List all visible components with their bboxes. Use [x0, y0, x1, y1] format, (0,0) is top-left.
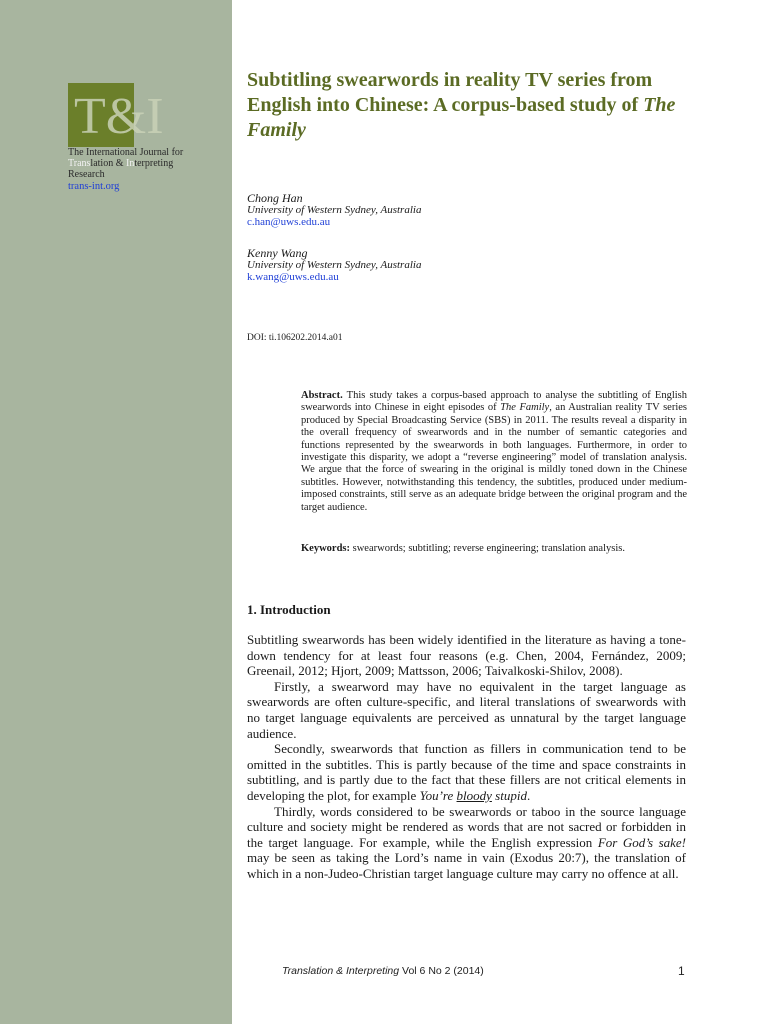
keywords [301, 543, 691, 554]
author-name: Kenny Wang [247, 246, 308, 260]
journal-name-line3: Research [68, 169, 105, 180]
author-affiliation: University of Western Sydney, Australia [247, 204, 422, 216]
paragraph-4 [247, 804, 686, 882]
paragraph-3-text: Secondly, swearwords that function as fillers in communication tend to be omitted in the subtitles. This is partly because of the time and space constraints in subtitling, and is partly due to the fact that these fillers are not critical elements in developing the plot, for example [247, 741, 686, 803]
example-youre: You’re [419, 787, 457, 803]
journal-website-link[interactable]: trans-int.org [68, 181, 120, 192]
author-1 [247, 192, 421, 228]
paragraph-3 [247, 741, 686, 803]
journal-name-mid: lation & [90, 158, 126, 169]
journal-name [68, 147, 228, 180]
journal-name-end: terpreting [134, 158, 174, 169]
journal-highlight-in: In [125, 158, 135, 169]
doi: DOI: ti.106202.2014.a01 [247, 333, 343, 343]
journal-name-line1: The International Journal for [68, 147, 184, 158]
paragraph-2: Firstly, a swearword may have no equivalent in the target language as swearwords are often culture-specific, and literal translations of swearwords with no target language equivalents are perceived as unnatural by the target language audience. [247, 678, 686, 741]
body-text [247, 632, 686, 882]
author-name: Chong Han [247, 191, 303, 205]
abstract-text-after: , an Australian reality TV series produced by Special Broadcasting Service (SBS) in 2011. The results reveal a disparity in the overall frequency of swearwords and in the number of semantic categories and functions represented by the swearwords in both languages. Furthermore, in order to investigate this disparity, we adopt a “reverse engineering” model of translation analysis. We argue that the force of swearing in the original is mildly toned down in the Chinese subtitles. However, notwithstanding this tendency, the subtitles, produced under medium-imposed constraints, still serve as an adequate bridge between the original program and the target audience. [301, 402, 687, 513]
example-bloody: bloody [456, 787, 492, 803]
paragraph-3-end: . [526, 787, 531, 803]
paragraph-4-text: Thirdly, words considered to be swearwords or taboo in the source language culture and society might be rendered as words that are not sacred or forbidden in the target language. For example, while the English expression [247, 803, 686, 850]
example-for-gods-sake: For God’s sake! [597, 834, 687, 850]
journal-logo [68, 83, 164, 147]
abstract-italic: The Family [500, 402, 550, 414]
abstract-text-before: This study takes a corpus-based approach to analyse the subtitling of English swearwords into Chinese in eight episodes of [301, 390, 687, 414]
keywords-text: swearwords; subtitling; reverse engineering; translation analysis. [350, 543, 625, 554]
paragraph-4-after: may be seen as taking the Lord’s name in vain (Exodus 20:7), the translation of which in a non-Judeo-Christian target language culture may carry no offence at all. [247, 850, 686, 881]
author-2 [247, 247, 421, 283]
paper-title-main: Subtitling swearwords in reality TV series from English into Chinese: A corpus-based study of [247, 69, 653, 116]
example-stupid: stupid [491, 787, 527, 803]
abstract [301, 390, 687, 514]
paragraph-1: Subtitling swearwords has been widely identified in the literature as having a tone-down tendency for at least four reasons (e.g. Chen, 2004, Fernández, 2009; Greenail, 2012; Hjort, 2009; Mattsson, 2006; Taivalkoski-Shilov, 2008). [247, 632, 686, 679]
journal-name-line2 [68, 158, 228, 169]
footer-volume: Vol 6 No 2 (2014) [399, 965, 484, 977]
footer-journal: Translation & Interpreting [282, 965, 400, 977]
section-heading: 1. Introduction [247, 602, 331, 617]
author-email[interactable]: c.han@uws.edu.au [247, 216, 331, 228]
abstract-label: Abstract. [301, 390, 343, 401]
page-footer [282, 965, 484, 977]
page-number: 1 [678, 964, 685, 978]
author-email[interactable]: k.wang@uws.edu.au [247, 271, 339, 283]
paper-title [247, 68, 717, 143]
svg-text:T&I: T&I [74, 88, 164, 145]
paper-title-italic: The Family [247, 94, 676, 141]
author-affiliation: University of Western Sydney, Australia [247, 259, 422, 271]
journal-highlight-trans: Trans [68, 158, 91, 169]
keywords-label: Keywords: [301, 543, 350, 554]
